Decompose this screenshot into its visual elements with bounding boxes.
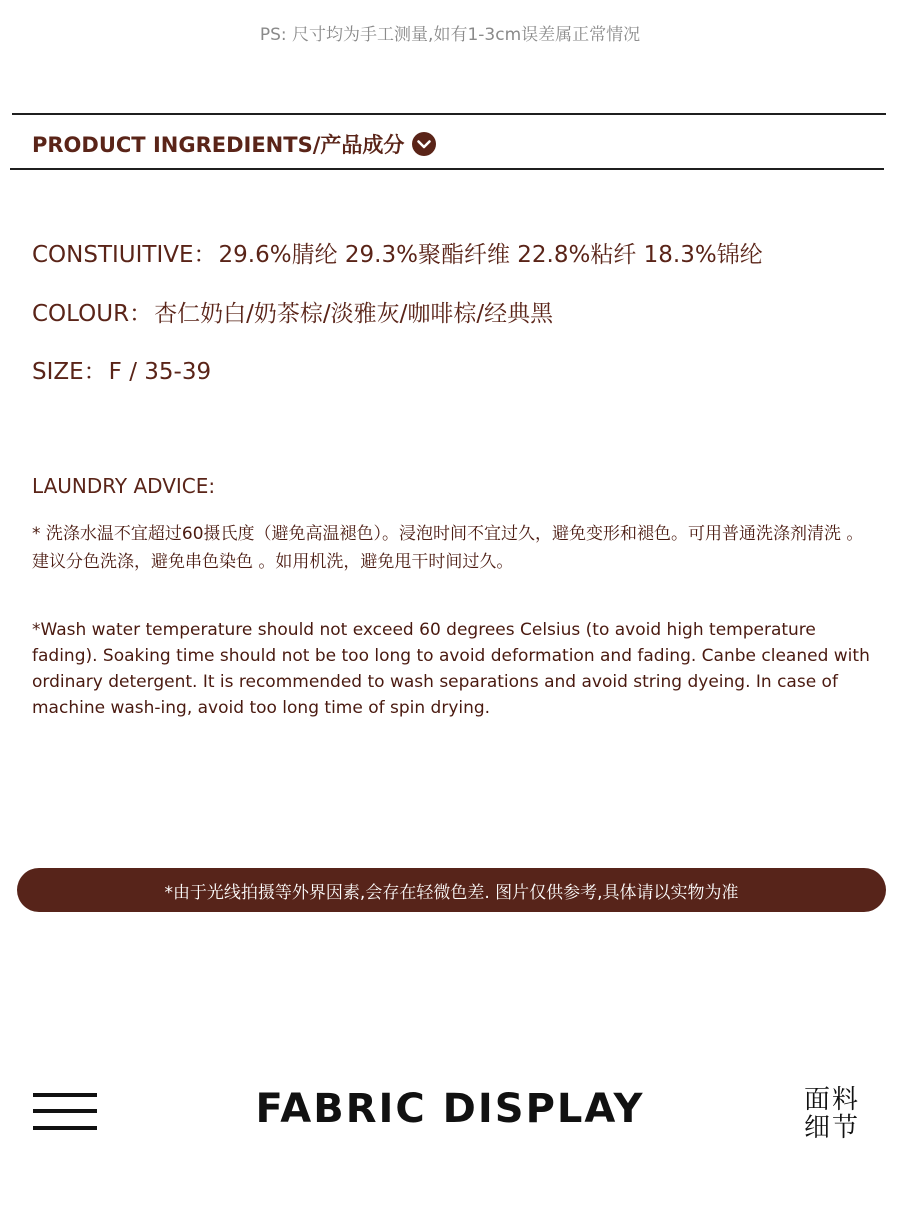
section-divider-bottom [10, 168, 884, 170]
laundry-advice-en: *Wash water temperature should not exceed 60 degrees Celsius (to avoid high temperature fading). Soaking time should not be too long to avoid deformation and fading. Canbe cleaned with ordinary detergent. It is recommended to wash separations and avoid string dyeing. In case of machine wash-ing, avoid too long time of spin drying. [32, 620, 870, 718]
colour-row [32, 295, 553, 328]
ingredients-header [32, 129, 436, 159]
ingredients-title: PRODUCT INGREDIENTS/产品成分 [32, 133, 405, 157]
color-disclaimer-banner [17, 868, 886, 912]
disclaimer-text: *由于光线拍摄等外界因素,会存在轻微色差. 图片仅供参考,具体请以实物为准 [164, 882, 739, 903]
fabric-cn-line2: 细节 [804, 1113, 861, 1143]
measurement-note: PS: 尺寸均为手工测量,如有1-3cm误差属正常情况 [259, 25, 641, 45]
size-value: F / 35-39 [108, 359, 212, 385]
size-row [32, 353, 211, 386]
colour-label: COLOUR： [32, 301, 153, 327]
laundry-title: LAUNDRY ADVICE: [32, 474, 216, 498]
fabric-detail-cn [804, 1086, 870, 1142]
size-label: SIZE： [32, 359, 107, 385]
section-divider-top [12, 113, 886, 115]
colour-value: 杏仁奶白/奶茶棕/淡雅灰/咖啡棕/经典黑 [154, 301, 554, 327]
laundry-advice-cn: * 洗涤水温不宜超过60摄氏度（避免高温褪色）。浸泡时间不宜过久，避免变形和褪色。可用普通洗涤剂清洗 。建议分色洗涤，避免串色染色 。如用机洗，避免甩干时间过久。 [32, 524, 864, 572]
fabric-display-title: FABRIC DISPLAY [255, 1086, 645, 1132]
chevron-down-circle-icon [412, 132, 436, 156]
constituent-label: CONSTIUITIVE： [32, 242, 217, 268]
fabric-cn-line1: 面料 [804, 1085, 861, 1115]
constituent-value: 29.6%腈纶 29.3%聚酯纤维 22.8%粘纤 18.3%锦纶 [218, 242, 763, 268]
constituent-row [32, 236, 763, 269]
